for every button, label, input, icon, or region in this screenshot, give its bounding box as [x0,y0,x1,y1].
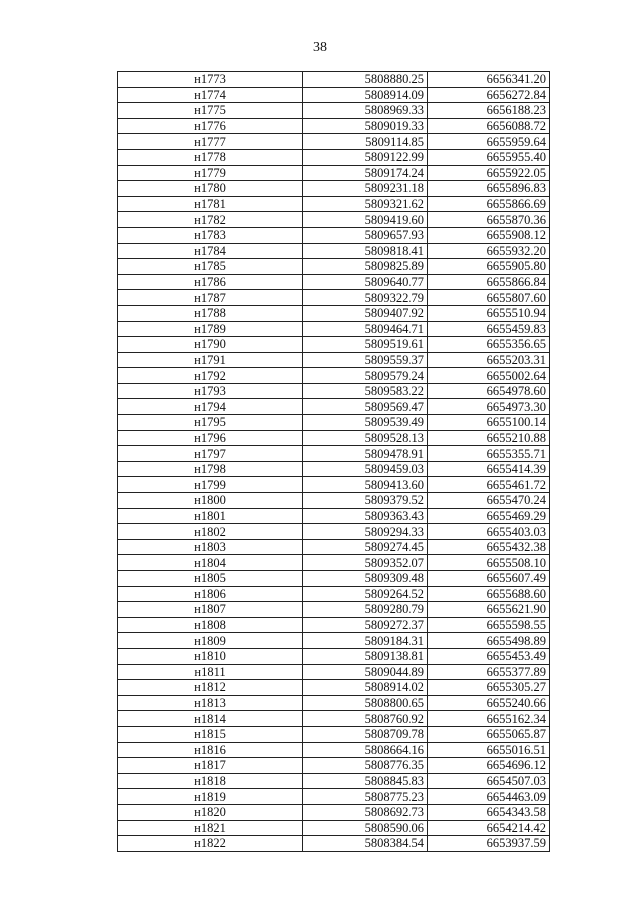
table-row [118,633,550,649]
x-coordinate-cell: 5808709.78 [303,726,428,742]
x-coordinate-cell: 5809407.92 [303,305,428,321]
x-coordinate-cell: 5809539.49 [303,415,428,431]
point-id-cell: н1786 [118,274,303,290]
y-coordinate-cell: 6654507.03 [428,773,550,789]
y-coordinate-cell: 6655470.24 [428,493,550,509]
point-id-cell: н1798 [118,461,303,477]
table-row [118,274,550,290]
table-row [118,134,550,150]
point-id-cell: н1773 [118,72,303,88]
x-coordinate-cell: 5808845.83 [303,773,428,789]
point-id-cell: н1782 [118,212,303,228]
x-coordinate-cell: 5809321.62 [303,196,428,212]
point-id-cell: н1790 [118,337,303,353]
x-coordinate-cell: 5808384.54 [303,836,428,852]
x-coordinate-cell: 5809184.31 [303,633,428,649]
table-row [118,305,550,321]
x-coordinate-cell: 5809379.52 [303,493,428,509]
x-coordinate-cell: 5808800.65 [303,695,428,711]
point-id-cell: н1797 [118,446,303,462]
table-row [118,789,550,805]
y-coordinate-cell: 6655065.87 [428,726,550,742]
y-coordinate-cell: 6655908.12 [428,227,550,243]
point-id-cell: н1788 [118,305,303,321]
table-row [118,259,550,275]
y-coordinate-cell: 6654973.30 [428,399,550,415]
table-row [118,212,550,228]
y-coordinate-cell: 6655621.90 [428,602,550,618]
point-id-cell: н1814 [118,711,303,727]
x-coordinate-cell: 5808914.09 [303,87,428,103]
y-coordinate-cell: 6654214.42 [428,820,550,836]
point-id-cell: н1776 [118,118,303,134]
table-row [118,602,550,618]
point-id-cell: н1821 [118,820,303,836]
x-coordinate-cell: 5809294.33 [303,524,428,540]
y-coordinate-cell: 6654463.09 [428,789,550,805]
x-coordinate-cell: 5809583.22 [303,383,428,399]
y-coordinate-cell: 6655607.49 [428,571,550,587]
y-coordinate-cell: 6654978.60 [428,383,550,399]
y-coordinate-cell: 6655016.51 [428,742,550,758]
table-row [118,758,550,774]
point-id-cell: н1795 [118,415,303,431]
table-row [118,461,550,477]
y-coordinate-cell: 6655866.84 [428,274,550,290]
y-coordinate-cell: 6655459.83 [428,321,550,337]
y-coordinate-cell: 6656188.23 [428,103,550,119]
y-coordinate-cell: 6655955.40 [428,149,550,165]
x-coordinate-cell: 5809114.85 [303,134,428,150]
x-coordinate-cell: 5809280.79 [303,602,428,618]
point-id-cell: н1787 [118,290,303,306]
table-row [118,149,550,165]
y-coordinate-cell: 6655432.38 [428,539,550,555]
y-coordinate-cell: 6654343.58 [428,804,550,820]
table-row [118,493,550,509]
x-coordinate-cell: 5809122.99 [303,149,428,165]
point-id-cell: н1793 [118,383,303,399]
table-row [118,508,550,524]
table-row [118,726,550,742]
point-id-cell: н1815 [118,726,303,742]
x-coordinate-cell: 5809352.07 [303,555,428,571]
point-id-cell: н1818 [118,773,303,789]
y-coordinate-cell: 6655203.31 [428,352,550,368]
point-id-cell: н1792 [118,368,303,384]
y-coordinate-cell: 6655510.94 [428,305,550,321]
table-row [118,430,550,446]
table-row [118,446,550,462]
point-id-cell: н1789 [118,321,303,337]
y-coordinate-cell: 6655508.10 [428,555,550,571]
y-coordinate-cell: 6655469.29 [428,508,550,524]
table-row [118,118,550,134]
table-row [118,352,550,368]
point-id-cell: н1807 [118,602,303,618]
y-coordinate-cell: 6656272.84 [428,87,550,103]
table-row [118,337,550,353]
x-coordinate-cell: 5809459.03 [303,461,428,477]
y-coordinate-cell: 6655210.88 [428,430,550,446]
point-id-cell: н1777 [118,134,303,150]
x-coordinate-cell: 5809272.37 [303,617,428,633]
y-coordinate-cell: 6655002.64 [428,368,550,384]
table-row [118,836,550,852]
point-id-cell: н1781 [118,196,303,212]
point-id-cell: н1817 [118,758,303,774]
point-id-cell: н1784 [118,243,303,259]
table-row [118,72,550,88]
x-coordinate-cell: 5809363.43 [303,508,428,524]
x-coordinate-cell: 5808914.02 [303,680,428,696]
y-coordinate-cell: 6655807.60 [428,290,550,306]
x-coordinate-cell: 5809274.45 [303,539,428,555]
x-coordinate-cell: 5808776.35 [303,758,428,774]
point-id-cell: н1812 [118,680,303,696]
x-coordinate-cell: 5809579.24 [303,368,428,384]
x-coordinate-cell: 5809138.81 [303,648,428,664]
table-row [118,103,550,119]
table-row [118,477,550,493]
coordinates-table [117,71,550,852]
x-coordinate-cell: 5809519.61 [303,337,428,353]
point-id-cell: н1801 [118,508,303,524]
point-id-cell: н1803 [118,539,303,555]
y-coordinate-cell: 6655598.55 [428,617,550,633]
table-row [118,415,550,431]
x-coordinate-cell: 5808664.16 [303,742,428,758]
point-id-cell: н1791 [118,352,303,368]
point-id-cell: н1775 [118,103,303,119]
point-id-cell: н1785 [118,259,303,275]
point-id-cell: н1778 [118,149,303,165]
y-coordinate-cell: 6655896.83 [428,181,550,197]
y-coordinate-cell: 6655688.60 [428,586,550,602]
point-id-cell: н1820 [118,804,303,820]
y-coordinate-cell: 6655922.05 [428,165,550,181]
table-row [118,711,550,727]
y-coordinate-cell: 6655355.71 [428,446,550,462]
table-row [118,586,550,602]
y-coordinate-cell: 6656341.20 [428,72,550,88]
table-row [118,555,550,571]
y-coordinate-cell: 6655959.64 [428,134,550,150]
x-coordinate-cell: 5809818.41 [303,243,428,259]
y-coordinate-cell: 6655377.89 [428,664,550,680]
x-coordinate-cell: 5809231.18 [303,181,428,197]
point-id-cell: н1822 [118,836,303,852]
table-row [118,617,550,633]
table-row [118,648,550,664]
y-coordinate-cell: 6653937.59 [428,836,550,852]
table-row [118,227,550,243]
y-coordinate-cell: 6655866.69 [428,196,550,212]
x-coordinate-cell: 5809264.52 [303,586,428,602]
point-id-cell: н1799 [118,477,303,493]
y-coordinate-cell: 6655870.36 [428,212,550,228]
point-id-cell: н1816 [118,742,303,758]
table-row [118,321,550,337]
table-row [118,742,550,758]
y-coordinate-cell: 6655414.39 [428,461,550,477]
y-coordinate-cell: 6655403.03 [428,524,550,540]
x-coordinate-cell: 5808775.23 [303,789,428,805]
y-coordinate-cell: 6654696.12 [428,758,550,774]
table-row [118,181,550,197]
point-id-cell: н1774 [118,87,303,103]
y-coordinate-cell: 6655305.27 [428,680,550,696]
coordinates-table-body [118,72,550,852]
point-id-cell: н1804 [118,555,303,571]
point-id-cell: н1800 [118,493,303,509]
x-coordinate-cell: 5809559.37 [303,352,428,368]
x-coordinate-cell: 5809569.47 [303,399,428,415]
x-coordinate-cell: 5808880.25 [303,72,428,88]
x-coordinate-cell: 5809640.77 [303,274,428,290]
x-coordinate-cell: 5808760.92 [303,711,428,727]
x-coordinate-cell: 5809464.71 [303,321,428,337]
x-coordinate-cell: 5809478.91 [303,446,428,462]
y-coordinate-cell: 6655100.14 [428,415,550,431]
table-row [118,820,550,836]
point-id-cell: н1809 [118,633,303,649]
x-coordinate-cell: 5809309.48 [303,571,428,587]
x-coordinate-cell: 5809419.60 [303,212,428,228]
x-coordinate-cell: 5809825.89 [303,259,428,275]
table-row [118,243,550,259]
y-coordinate-cell: 6655162.34 [428,711,550,727]
x-coordinate-cell: 5809044.89 [303,664,428,680]
x-coordinate-cell: 5809019.33 [303,118,428,134]
point-id-cell: н1805 [118,571,303,587]
point-id-cell: н1796 [118,430,303,446]
x-coordinate-cell: 5808692.73 [303,804,428,820]
point-id-cell: н1813 [118,695,303,711]
point-id-cell: н1810 [118,648,303,664]
x-coordinate-cell: 5809413.60 [303,477,428,493]
page-number: 38 [313,40,327,55]
y-coordinate-cell: 6655461.72 [428,477,550,493]
table-row [118,539,550,555]
point-id-cell: н1779 [118,165,303,181]
point-id-cell: н1802 [118,524,303,540]
point-id-cell: н1780 [118,181,303,197]
x-coordinate-cell: 5808590.06 [303,820,428,836]
table-row [118,664,550,680]
y-coordinate-cell: 6655498.89 [428,633,550,649]
y-coordinate-cell: 6656088.72 [428,118,550,134]
x-coordinate-cell: 5809657.93 [303,227,428,243]
table-row [118,695,550,711]
point-id-cell: н1806 [118,586,303,602]
y-coordinate-cell: 6655453.49 [428,648,550,664]
table-row [118,399,550,415]
table-row [118,680,550,696]
point-id-cell: н1794 [118,399,303,415]
y-coordinate-cell: 6655932.20 [428,243,550,259]
table-row [118,368,550,384]
table-row [118,87,550,103]
table-row [118,773,550,789]
x-coordinate-cell: 5809322.79 [303,290,428,306]
x-coordinate-cell: 5809174.24 [303,165,428,181]
y-coordinate-cell: 6655356.65 [428,337,550,353]
y-coordinate-cell: 6655240.66 [428,695,550,711]
x-coordinate-cell: 5808969.33 [303,103,428,119]
table-row [118,804,550,820]
point-id-cell: н1811 [118,664,303,680]
table-row [118,165,550,181]
table-row [118,196,550,212]
x-coordinate-cell: 5809528.13 [303,430,428,446]
y-coordinate-cell: 6655905.80 [428,259,550,275]
table-row [118,571,550,587]
table-row [118,383,550,399]
table-row [118,524,550,540]
point-id-cell: н1819 [118,789,303,805]
table-row [118,290,550,306]
point-id-cell: н1808 [118,617,303,633]
point-id-cell: н1783 [118,227,303,243]
